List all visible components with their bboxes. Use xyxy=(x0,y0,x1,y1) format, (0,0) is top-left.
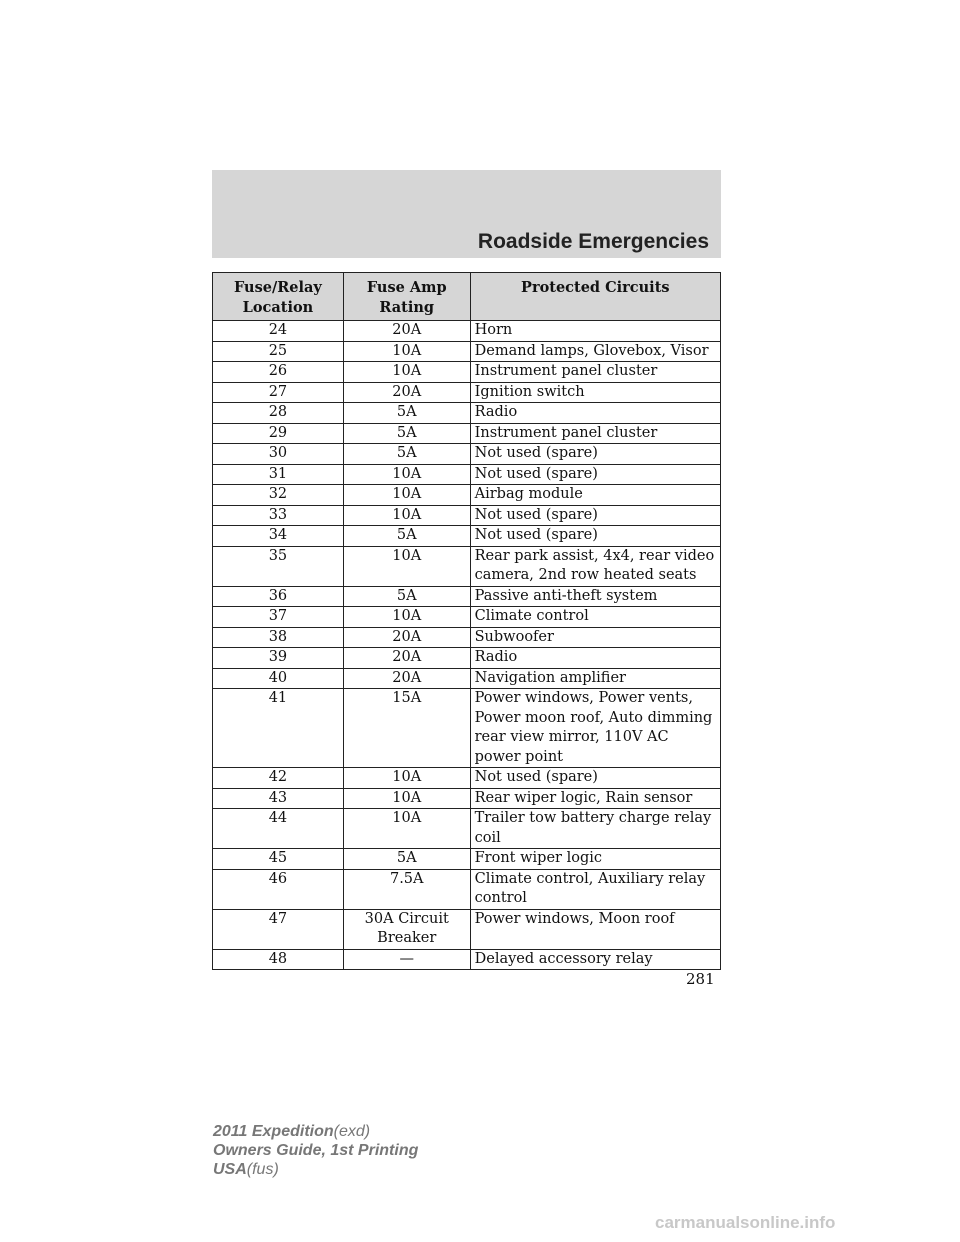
cell-amp-rating: 10A xyxy=(343,768,470,789)
cell-protected-circuits: Not used (spare) xyxy=(470,464,720,485)
cell-amp-rating: 10A xyxy=(343,546,470,586)
cell-amp-rating: 20A xyxy=(343,321,470,342)
cell-location: 43 xyxy=(213,788,344,809)
cell-location: 36 xyxy=(213,586,344,607)
table-row xyxy=(213,423,721,444)
cell-protected-circuits: Not used (spare) xyxy=(470,444,720,465)
table-row xyxy=(213,464,721,485)
cell-location: 47 xyxy=(213,909,344,949)
cell-amp-rating: 20A xyxy=(343,382,470,403)
cell-protected-circuits: Rear park assist, 4x4, rear video camera, 2nd row heated seats xyxy=(470,546,720,586)
table-row xyxy=(213,809,721,849)
cell-protected-circuits: Power windows, Moon roof xyxy=(470,909,720,949)
cell-location: 37 xyxy=(213,607,344,628)
table-row xyxy=(213,403,721,424)
cell-location: 35 xyxy=(213,546,344,586)
footer-market-code: (fus) xyxy=(246,1161,279,1178)
cell-amp-rating: — xyxy=(343,949,470,970)
cell-location: 46 xyxy=(213,869,344,909)
table-row xyxy=(213,382,721,403)
table-row xyxy=(213,341,721,362)
cell-location: 31 xyxy=(213,464,344,485)
table-row xyxy=(213,607,721,628)
cell-location: 44 xyxy=(213,809,344,849)
cell-protected-circuits: Not used (spare) xyxy=(470,505,720,526)
cell-amp-rating: 10A xyxy=(343,607,470,628)
table-row xyxy=(213,505,721,526)
section-title: Roadside Emergencies xyxy=(477,230,709,253)
cell-protected-circuits: Subwoofer xyxy=(470,627,720,648)
page-number: 281 xyxy=(686,970,715,988)
cell-amp-rating: 7.5A xyxy=(343,869,470,909)
cell-protected-circuits: Trailer tow battery charge relay coil xyxy=(470,809,720,849)
cell-amp-rating: 5A xyxy=(343,849,470,870)
cell-amp-rating: 30A Circuit Breaker xyxy=(343,909,470,949)
table-row xyxy=(213,668,721,689)
table-row xyxy=(213,768,721,789)
cell-protected-circuits: Instrument panel cluster xyxy=(470,423,720,444)
footer-print-info xyxy=(213,1122,418,1179)
cell-amp-rating: 10A xyxy=(343,464,470,485)
cell-protected-circuits: Navigation amplifier xyxy=(470,668,720,689)
table-row xyxy=(213,627,721,648)
cell-protected-circuits: Front wiper logic xyxy=(470,849,720,870)
cell-location: 38 xyxy=(213,627,344,648)
table-row xyxy=(213,648,721,669)
cell-amp-rating: 10A xyxy=(343,485,470,506)
table-row xyxy=(213,689,721,768)
section-header-band xyxy=(212,170,721,258)
table-header-row xyxy=(213,273,721,321)
table-row xyxy=(213,362,721,383)
table-row xyxy=(213,444,721,465)
cell-protected-circuits: Climate control xyxy=(470,607,720,628)
table-row xyxy=(213,586,721,607)
cell-amp-rating: 5A xyxy=(343,586,470,607)
table-body xyxy=(213,321,721,970)
column-header-amp-rating: Fuse Amp Rating xyxy=(343,273,470,321)
cell-location: 29 xyxy=(213,423,344,444)
cell-protected-circuits: Radio xyxy=(470,403,720,424)
cell-amp-rating: 5A xyxy=(343,423,470,444)
cell-protected-circuits: Not used (spare) xyxy=(470,768,720,789)
cell-amp-rating: 20A xyxy=(343,648,470,669)
cell-amp-rating: 5A xyxy=(343,526,470,547)
cell-location: 45 xyxy=(213,849,344,870)
cell-amp-rating: 5A xyxy=(343,444,470,465)
cell-protected-circuits: Radio xyxy=(470,648,720,669)
table-row xyxy=(213,321,721,342)
cell-protected-circuits: Demand lamps, Glovebox, Visor xyxy=(470,341,720,362)
cell-location: 26 xyxy=(213,362,344,383)
table-row xyxy=(213,849,721,870)
cell-protected-circuits: Passive anti-theft system xyxy=(470,586,720,607)
cell-location: 33 xyxy=(213,505,344,526)
fuse-table xyxy=(212,272,721,970)
cell-location: 39 xyxy=(213,648,344,669)
table-row xyxy=(213,869,721,909)
cell-protected-circuits: Horn xyxy=(470,321,720,342)
column-header-location: Fuse/Relay Location xyxy=(213,273,344,321)
cell-amp-rating: 10A xyxy=(343,788,470,809)
table-row xyxy=(213,788,721,809)
cell-protected-circuits: Climate control, Auxiliary relay control xyxy=(470,869,720,909)
cell-protected-circuits: Instrument panel cluster xyxy=(470,362,720,383)
cell-protected-circuits: Not used (spare) xyxy=(470,526,720,547)
cell-protected-circuits: Ignition switch xyxy=(470,382,720,403)
cell-amp-rating: 10A xyxy=(343,505,470,526)
cell-protected-circuits: Power windows, Power vents, Power moon roof, Auto dimming rear view mirror, 110V AC power point xyxy=(470,689,720,768)
table-row xyxy=(213,909,721,949)
cell-location: 41 xyxy=(213,689,344,768)
cell-location: 32 xyxy=(213,485,344,506)
cell-amp-rating: 10A xyxy=(343,809,470,849)
footer-model-code: (exd) xyxy=(333,1123,371,1140)
cell-location: 28 xyxy=(213,403,344,424)
cell-location: 24 xyxy=(213,321,344,342)
footer-line-2: Owners Guide, 1st Printing xyxy=(213,1142,419,1159)
footer-market: USA xyxy=(213,1161,247,1178)
cell-location: 34 xyxy=(213,526,344,547)
cell-amp-rating: 10A xyxy=(343,341,470,362)
watermark: carmanualsonline.info xyxy=(655,1213,836,1232)
cell-amp-rating: 5A xyxy=(343,403,470,424)
cell-location: 30 xyxy=(213,444,344,465)
cell-location: 25 xyxy=(213,341,344,362)
cell-protected-circuits: Delayed accessory relay xyxy=(470,949,720,970)
cell-protected-circuits: Airbag module xyxy=(470,485,720,506)
table-row xyxy=(213,546,721,586)
cell-location: 27 xyxy=(213,382,344,403)
footer-model: 2011 Expedition xyxy=(213,1123,334,1140)
table-row xyxy=(213,485,721,506)
cell-location: 48 xyxy=(213,949,344,970)
table-row xyxy=(213,949,721,970)
cell-amp-rating: 15A xyxy=(343,689,470,768)
cell-protected-circuits: Rear wiper logic, Rain sensor xyxy=(470,788,720,809)
cell-amp-rating: 20A xyxy=(343,627,470,648)
table-row xyxy=(213,526,721,547)
cell-location: 40 xyxy=(213,668,344,689)
footer-line-3 xyxy=(213,1160,418,1179)
column-header-protected-circuits: Protected Circuits xyxy=(470,273,720,321)
cell-amp-rating: 20A xyxy=(343,668,470,689)
footer-line-1 xyxy=(213,1122,418,1141)
cell-amp-rating: 10A xyxy=(343,362,470,383)
cell-location: 42 xyxy=(213,768,344,789)
